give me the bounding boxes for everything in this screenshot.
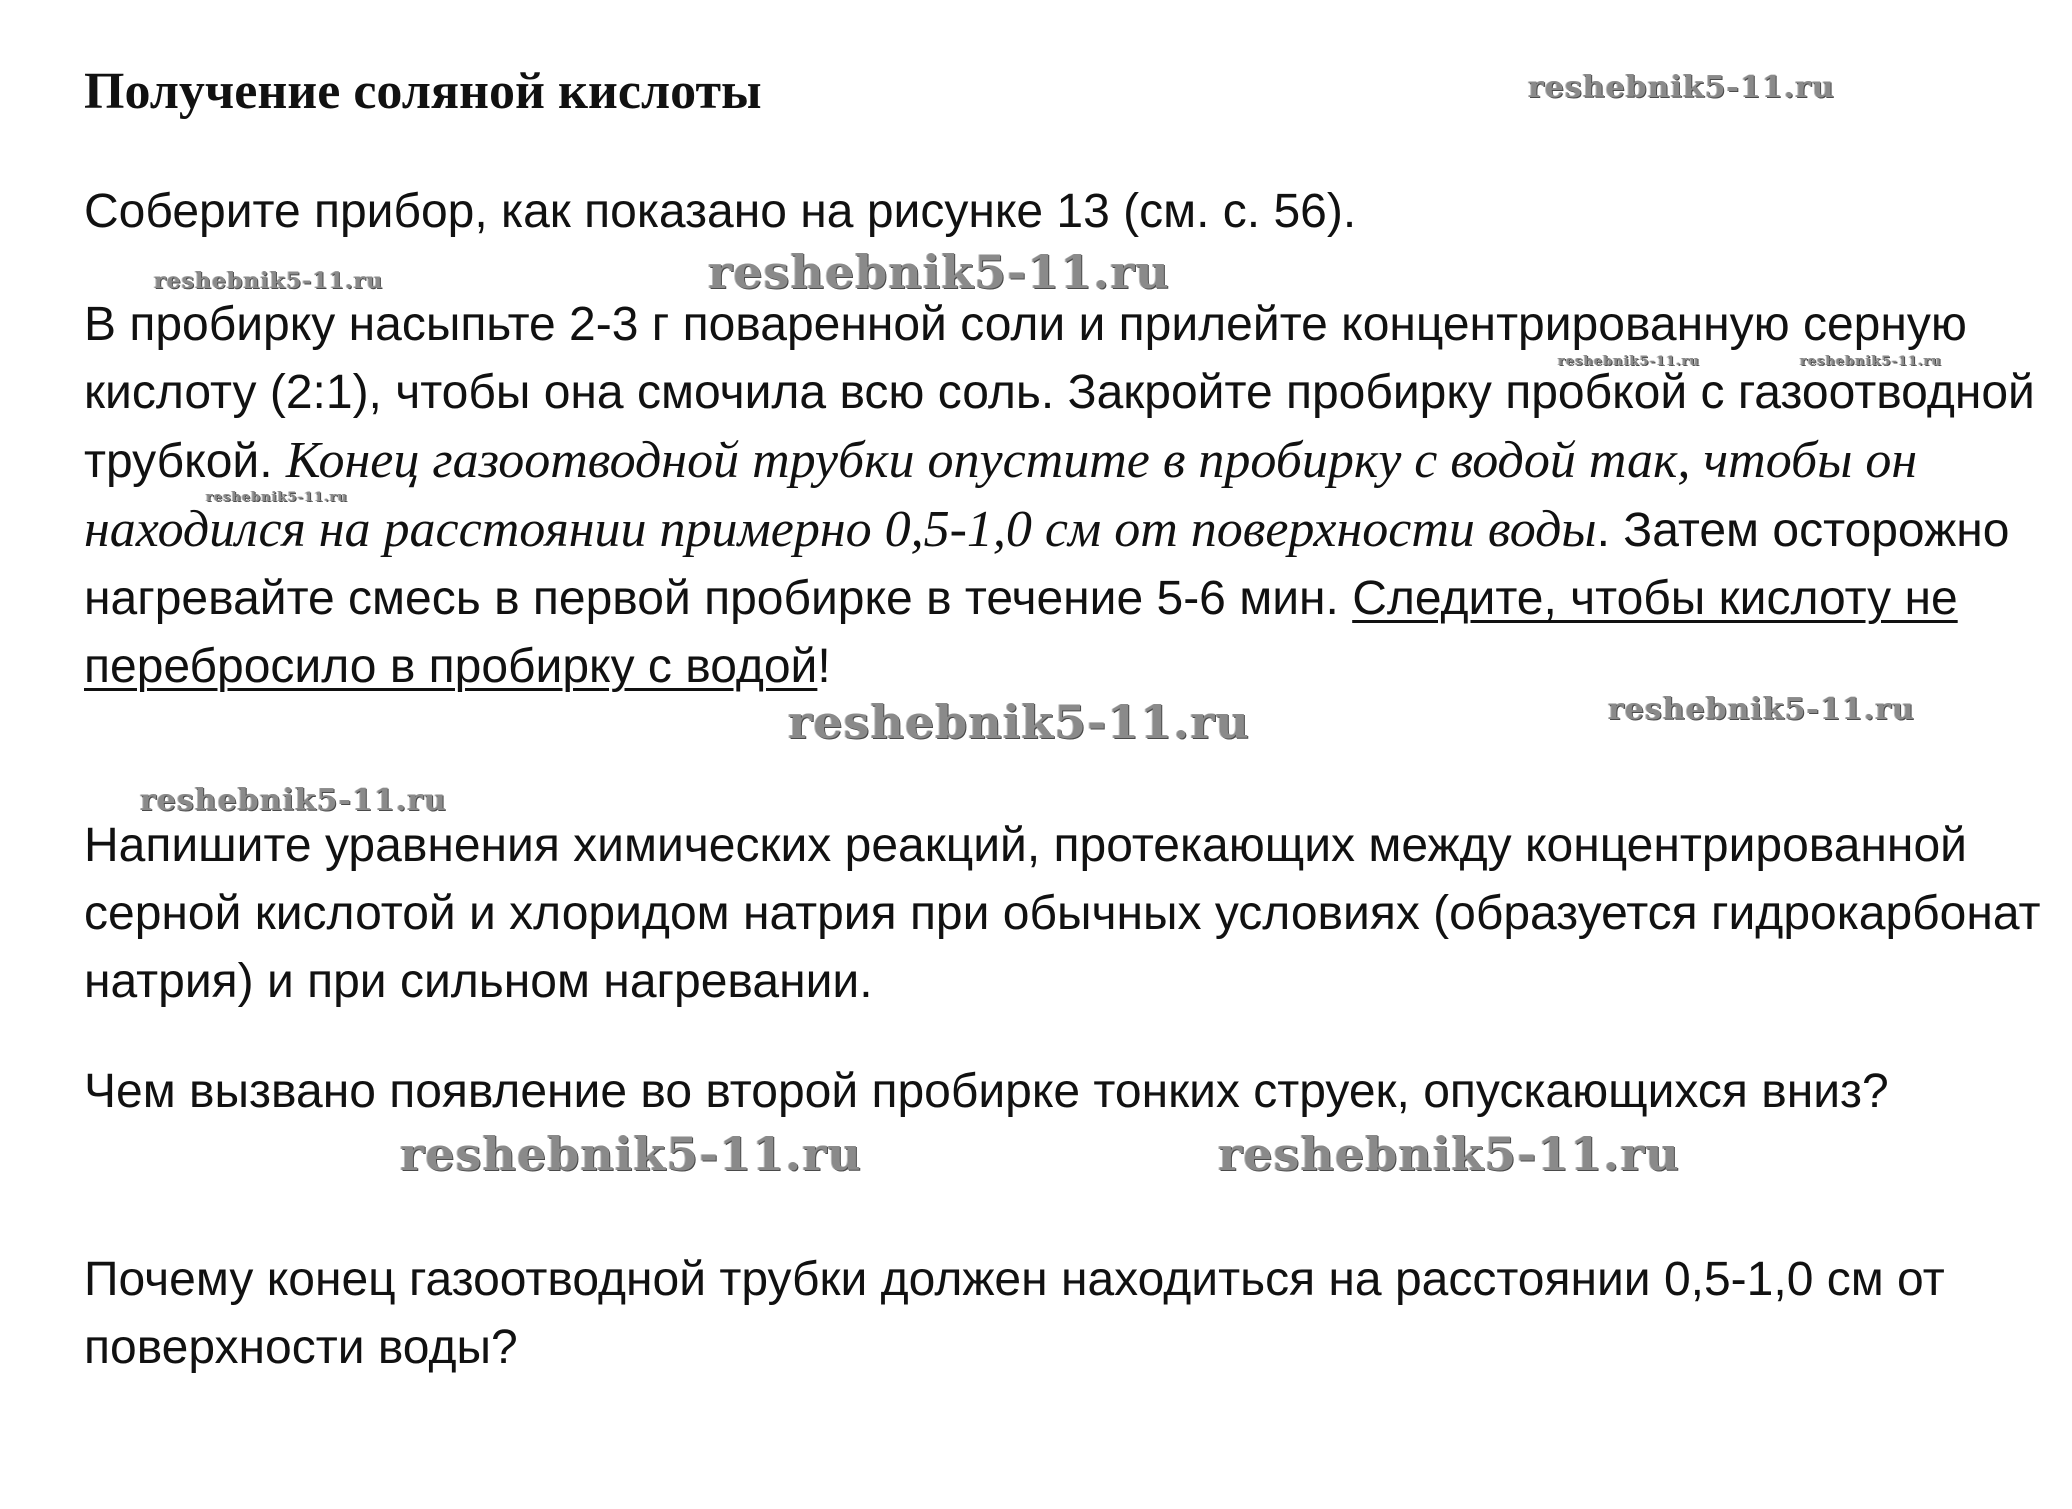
watermark: reshebnik5-11.ru — [400, 1127, 862, 1181]
paragraph-question-3: Почему конец газоотводной трубки должен находиться на расстоянии 0,5-1,0 см от поверхности воды? — [84, 1253, 1945, 1374]
paragraph-text: . Затем осторожно нагревайте смесь в первой пробирке в течение 5-6 мин. — [84, 504, 2010, 625]
paragraph-instruction-1: Соберите прибор, как показано на рисунке 13 (см. с. 56). — [84, 185, 1357, 238]
page-title: Получение соляной кислоты — [84, 63, 762, 120]
paragraph-instruction-2 — [84, 291, 2044, 701]
watermark: reshebnik5-11.ru — [1558, 354, 1701, 369]
watermark: reshebnik5-11.ru — [140, 783, 447, 818]
watermark: reshebnik5-11.ru — [788, 695, 1250, 749]
paragraph-text: В пробирку насыпьте 2-3 г поваренной соли и прилейте концентрированную серную кислоту (2:1), чтобы она смочила всю соль. Закройте пробирку пробкой с газоотводной трубкой. — [84, 298, 2035, 488]
watermark: reshebnik5-11.ru — [206, 490, 349, 505]
paragraph-question-2: Чем вызвано появление во второй пробирке тонких струек, опускающихся вниз? — [84, 1065, 1889, 1118]
watermark: reshebnik5-11.ru — [708, 245, 1170, 299]
watermark: reshebnik5-11.ru — [1528, 70, 1835, 105]
watermark: reshebnik5-11.ru — [1218, 1127, 1680, 1181]
watermark: reshebnik5-11.ru — [1800, 354, 1943, 369]
italic-instruction: Конец газоотводной трубки опустите в пробирку с водой так, чтобы он находился на расстоянии примерно 0,5-1,0 см от поверхности воды — [84, 432, 1918, 558]
watermark: reshebnik5-11.ru — [154, 268, 384, 294]
watermark: reshebnik5-11.ru — [1608, 692, 1915, 727]
paragraph-text-end: ! — [817, 640, 831, 693]
paragraph-question-1: Напишите уравнения химических реакций, протекающих между концентрированной серной кислотой и хлоридом натрия при обычных условиях (образуется гидрокарбонат натрия) и при сильном нагревании. — [84, 819, 2041, 1008]
underlined-warning: Следите, чтобы кислоту не перебросило в пробирку с водой — [84, 572, 1958, 693]
